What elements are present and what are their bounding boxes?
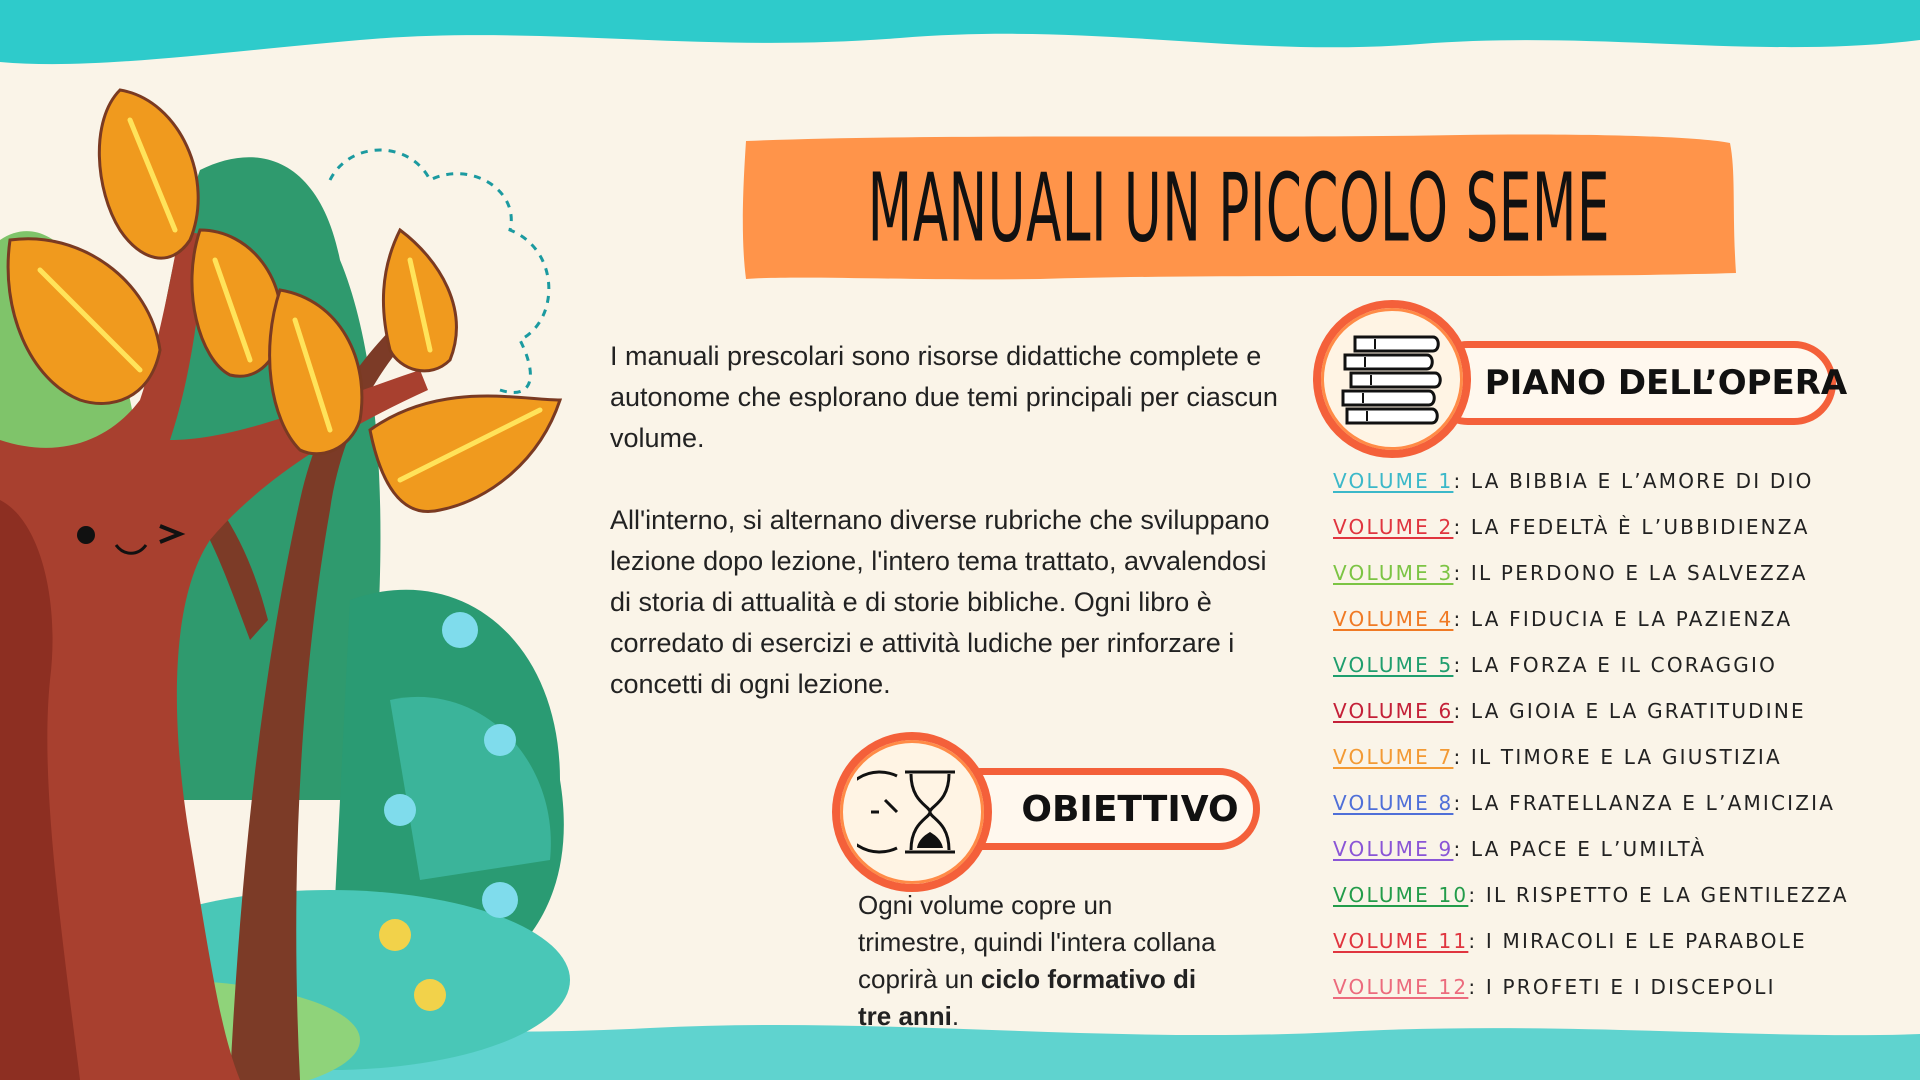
volume-title: : LA FRATELLANZA E L’AMICIZIA — [1453, 791, 1836, 815]
page-title: MANUALI UN PICCOLO SEME — [867, 153, 1611, 263]
plan-pill — [1426, 341, 1848, 425]
volume-label: VOLUME 4 — [1333, 607, 1454, 631]
objective-label: OBIETTIVO — [1021, 788, 1239, 830]
volume-title: : I PROFETI E I DISCEPOLI — [1468, 975, 1776, 999]
volume-title: : LA PACE E L’UMILTÀ — [1453, 837, 1707, 861]
volume-item — [1333, 734, 1893, 780]
volume-label: VOLUME 7 — [1333, 745, 1454, 769]
hourglass-clock-icon — [857, 762, 967, 862]
volume-label: VOLUME 5 — [1333, 653, 1454, 677]
volume-label: VOLUME 12 — [1333, 975, 1469, 999]
objective-text — [858, 887, 1218, 1035]
volume-item — [1333, 918, 1893, 964]
volume-item — [1333, 504, 1893, 550]
volume-title: : LA FORZA E IL CORAGGIO — [1453, 653, 1778, 677]
volume-title: : IL RISPETTO E LA GENTILEZZA — [1468, 883, 1849, 907]
objective-text-end: . — [951, 1001, 960, 1031]
volume-label: VOLUME 3 — [1333, 561, 1454, 585]
volume-title: : I MIRACOLI E LE PARABOLE — [1468, 929, 1807, 953]
volume-label: VOLUME 9 — [1333, 837, 1454, 861]
volume-item — [1333, 550, 1893, 596]
volume-label: VOLUME 2 — [1333, 515, 1454, 539]
plan-label: PIANO DELL’OPERA — [1484, 363, 1848, 403]
volume-label: VOLUME 8 — [1333, 791, 1454, 815]
tree-illustration — [0, 80, 580, 1080]
hourglass-badge — [832, 732, 992, 892]
volume-item — [1333, 872, 1893, 918]
intro-paragraph-2: All'interno, si alternano diverse rubriche che sviluppano lezione dopo lezione, l'intero tema trattato, avvalendosi di storia di attualità e di storie bibliche. Ogni libro è corredato di esercizi e attività ludiche per rinforzare i concetti di ogni lezione. — [610, 505, 1270, 699]
volume-item — [1333, 458, 1893, 504]
volume-label: VOLUME 6 — [1333, 699, 1454, 723]
title-banner — [740, 133, 1738, 283]
volume-label: VOLUME 1 — [1333, 469, 1454, 493]
volume-title: : LA BIBBIA E L’AMORE DI DIO — [1453, 469, 1814, 493]
objective-text-plain: Ogni volume copre un trimestre, quindi l'intera collana coprirà un — [858, 890, 1216, 994]
volume-item — [1333, 964, 1893, 1010]
volume-item — [1333, 826, 1893, 872]
volume-title: : IL TIMORE E LA GIUSTIZIA — [1453, 745, 1782, 769]
intro-text — [610, 336, 1290, 705]
volume-title: : LA FIDUCIA E LA PAZIENZA — [1453, 607, 1793, 631]
volume-label: VOLUME 10 — [1333, 883, 1469, 907]
volume-title: : IL PERDONO E LA SALVEZZA — [1453, 561, 1808, 585]
volume-item — [1333, 780, 1893, 826]
volume-title: : LA FEDELTÀ È L’UBBIDIENZA — [1453, 515, 1810, 539]
volume-label: VOLUME 11 — [1333, 929, 1469, 953]
volume-item — [1333, 642, 1893, 688]
volume-list — [1333, 458, 1893, 1010]
intro-paragraph-1: I manuali prescolari sono risorse didattiche complete e autonome che esplorano due temi principali per ciascun volume. — [610, 341, 1278, 453]
volume-item — [1333, 688, 1893, 734]
volume-title: : LA GIOIA E LA GRATITUDINE — [1453, 699, 1806, 723]
volume-item — [1333, 596, 1893, 642]
top-wave-decoration — [0, 0, 1920, 80]
books-stack-icon — [1337, 329, 1447, 429]
books-badge — [1313, 300, 1471, 458]
objective-text-bold: ciclo formativo di tre anni — [858, 964, 1197, 1031]
